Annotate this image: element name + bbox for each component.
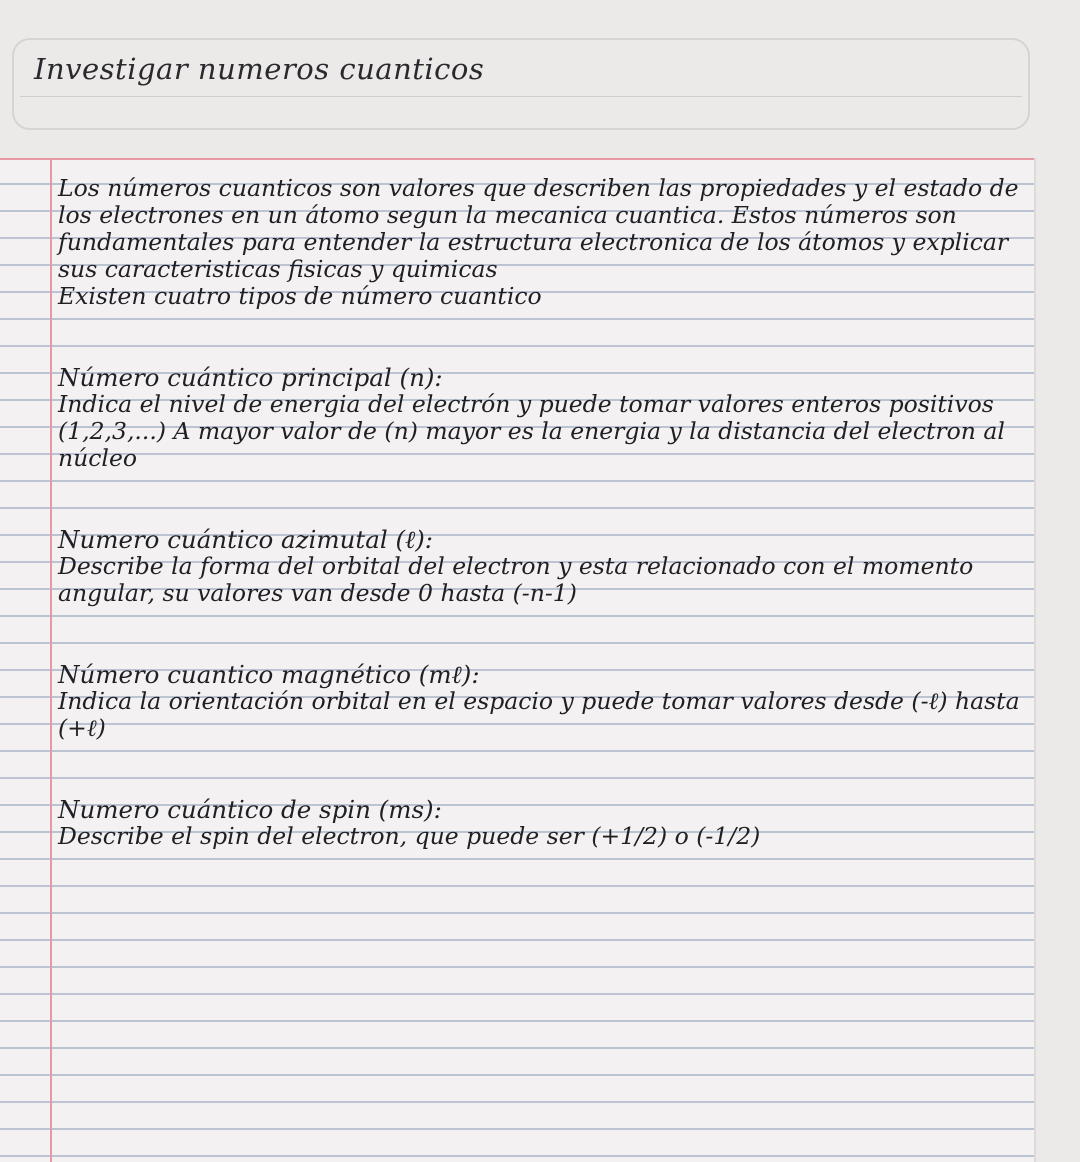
title-box [12,38,1030,130]
section-body-azimutal: Describe la forma del orbital del electron y esta relacionado con el momento angular, su valores van desde 0 hasta (-n-1) [58,552,974,607]
section-body-magnetico: Indica la orientación orbital en el espacio y puede tomar valores desde (-ℓ) hasta (+ℓ) [58,687,1020,742]
intro-closing: Existen cuatro tipos de número cuantico [58,282,542,310]
page-title: Investigar numeros cuanticos [34,52,485,86]
section-body-spin: Describe el spin del electron, que puede ser (+1/2) o (-1/2) [58,822,761,850]
section-heading-magnetico: Número cuantico magnético (mℓ): [58,660,480,689]
intro-paragraph: Los números cuanticos son valores que describen las propiedades y el estado de los electrones en un átomo segun la mecanica cuantica. Estos números son fundamentales para entender la estructura electronica de los átomos y explicar sus caracteristicas fisicas y quimicas [58,174,1019,283]
notebook-page [0,158,1036,1162]
section-heading-principal: Número cuántico principal (n): [58,363,443,392]
title-box-rule [20,96,1022,97]
header-rule [0,158,1034,160]
section-body-principal: Indica el nivel de energia del electrón y puede tomar valores enteros positivos (1,2,3,...) A mayor valor de (n) mayor es la energia y la distancia del electron al núcleo [58,390,1005,472]
notes-body [58,175,1020,850]
section-heading-azimutal: Numero cuántico azimutal (ℓ): [58,525,434,554]
margin-rule [50,158,52,1162]
section-heading-spin: Numero cuántico de spin (ms): [58,795,442,824]
